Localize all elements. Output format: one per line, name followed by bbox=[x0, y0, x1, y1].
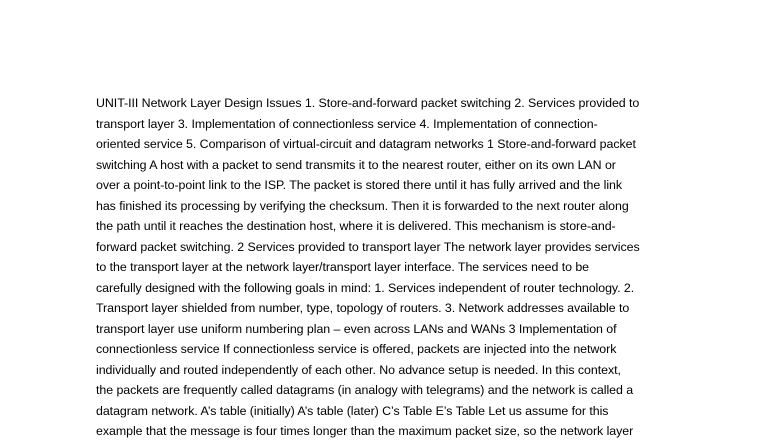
text-line: UNIT-III Network Layer Design Issues 1. Store-and-forward packet switching 2. Services provided to bbox=[96, 96, 640, 110]
text-line: switching A host with a packet to send transmits it to the nearest router, either on its own LAN or bbox=[96, 157, 616, 172]
text-line: carefully designed with the following goals in mind: 1. Services independent of router technology. 2. bbox=[96, 280, 635, 295]
text-line: connectionless service If connectionless service is offered, packets are injected into the network bbox=[96, 342, 617, 356]
text-line: example that the message is four times longer than the maximum packet size, so the network layer bbox=[96, 424, 634, 438]
text-line: has finished its processing by verifying the checksum. Then it is forwarded to the next router along bbox=[96, 198, 629, 213]
text-line: Transport layer shielded from number, type, topology of routers. 3. Network addresses available to bbox=[96, 301, 630, 315]
text-line: transport layer use uniform numbering plan – even across LANs and WANs 3 Implementation of bbox=[96, 321, 617, 336]
text-line: over a point-to-point link to the ISP. The packet is stored there until it has fully arrived and the link bbox=[96, 178, 623, 192]
text-line: to the transport layer at the network layer/transport layer interface. The services need to be bbox=[96, 260, 590, 274]
text-line: the packets are frequently called datagrams (in analogy with telegrams) and the network is called a bbox=[96, 383, 634, 397]
text-line: oriented service 5. Comparison of virtual-circuit and datagram networks 1 Store-and-forward packet bbox=[96, 137, 636, 151]
text-line: the path until it reaches the destination host, where it is delivered. This mechanism is store-and- bbox=[96, 219, 616, 233]
text-line: transport layer 3. Implementation of connectionless service 4. Implementation of connection- bbox=[96, 116, 598, 131]
document-body-text bbox=[96, 93, 696, 442]
text-line: individually and routed independently of each other. No advance setup is needed. In this context, bbox=[96, 362, 621, 377]
text-line: forward packet switching. 2 Services provided to transport layer The network layer provides services bbox=[96, 239, 640, 254]
text-line: datagram network. A’s table (initially) A’s table (later) C’s Table E’s Table Let us assume for this bbox=[96, 403, 609, 418]
